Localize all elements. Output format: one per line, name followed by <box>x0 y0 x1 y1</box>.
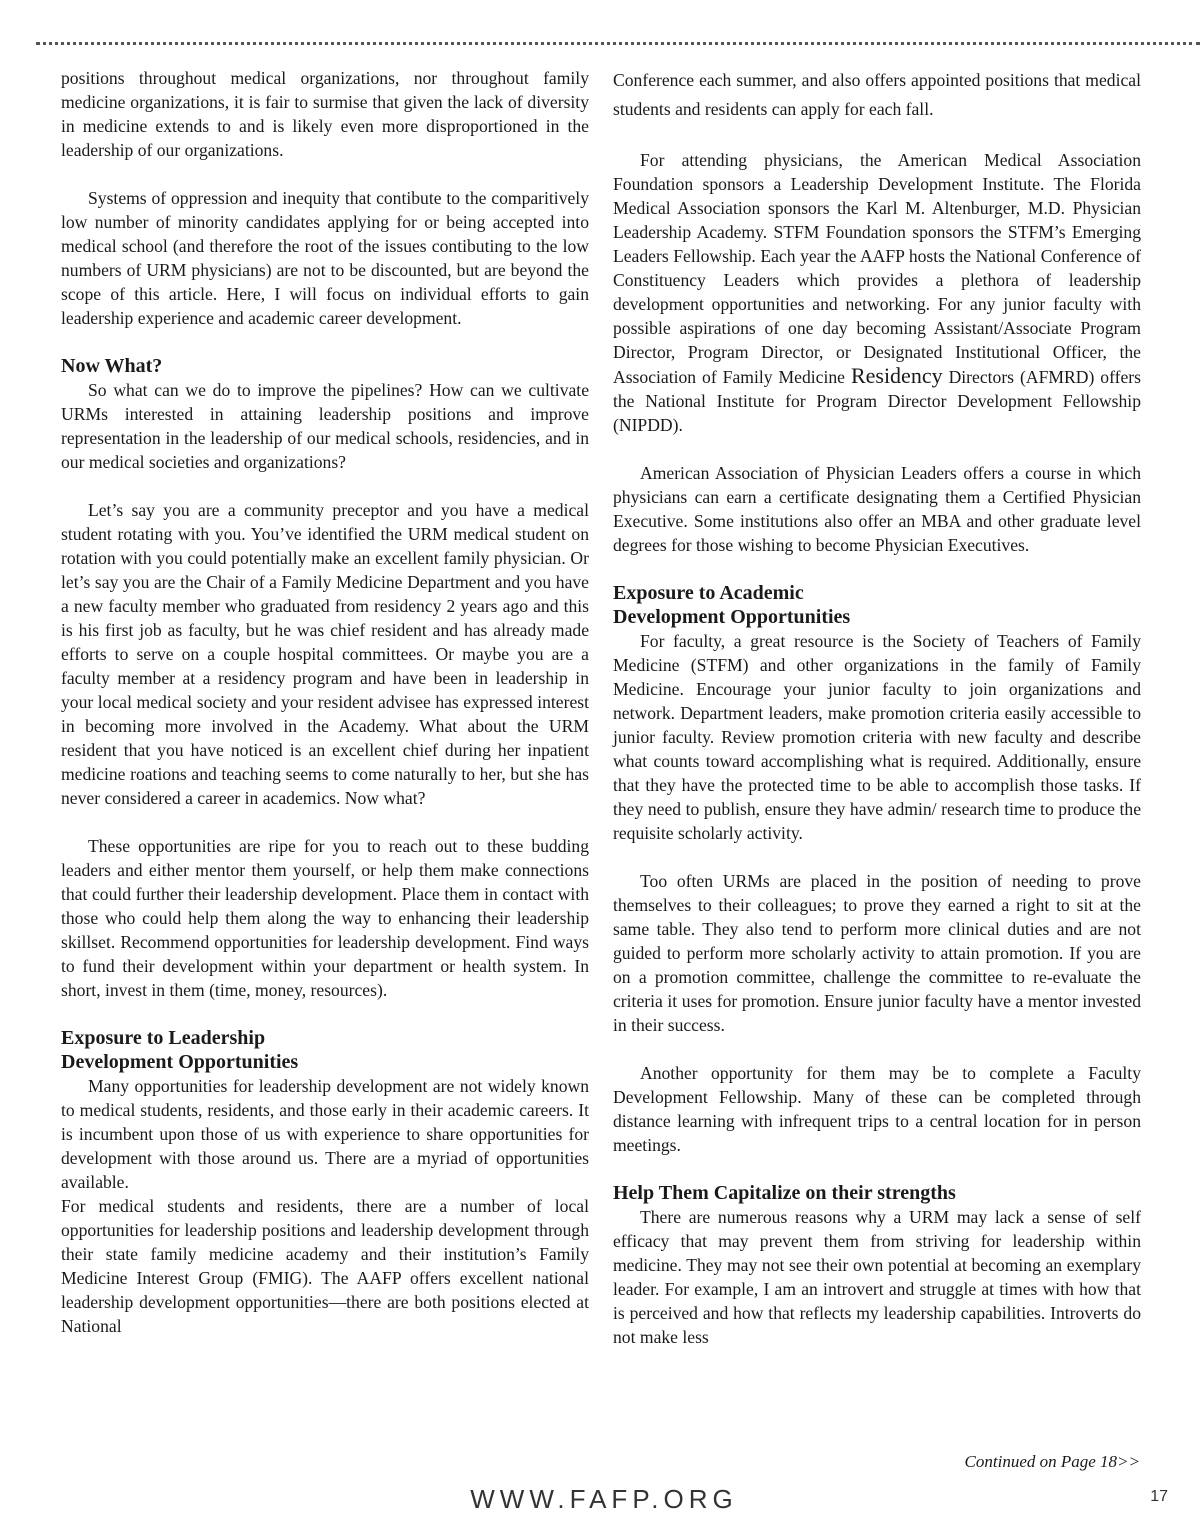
paragraph: positions throughout medical organizations, nor throughout family medicine organizations, it is fair to surmise that given the lack of diversity in medicine extends to and is likely even more disproportioned in the leadership of our organizations. <box>61 68 589 160</box>
paragraph: American Association of Physician Leaders offers a course in which physicians can earn a certificate designating them a Certified Physician Executive. Some institutions also offer an MBA and other graduate level degrees for those wishing to become Physician Executives. <box>613 463 1141 555</box>
text-run: For attending physicians, the American Medical Association Foundation sponsors a Leadership Development Institute. The Florida Medical Association sponsors the Karl M. Altenburger, M.D. Physician Leadership Academy. STFM Foundation sponsors the STFM’s Emerging Leaders Fellowship. Each year the AAFP hosts the National Conference of Constituency Leaders which provides a plethora of leadership development opportunities and networking. For any junior faculty with possible aspirations of one day becoming Assistant/Associate Program Director, Program Director, or Designated Institutional Officer, the Association of Family Medicine <box>613 150 1141 387</box>
continued-note: Continued on Page 18>> <box>964 1452 1140 1471</box>
top-dotted-divider <box>36 42 1200 45</box>
text-run-large: Residency <box>850 363 943 388</box>
website-footer: WWW.FAFP.ORG <box>470 1484 738 1514</box>
paragraph: There are numerous reasons why a URM may lack a sense of self efficacy that may prevent them from striving for leadership within medicine. They may not see their own potential at becoming an exemplary leader. For example, I am an introvert and struggle at times with how that is perceived and how that reflects my leadership capabilities. Introverts do not make less <box>613 1207 1141 1347</box>
paragraph <box>613 148 1141 437</box>
page-number: 17 <box>1150 1488 1168 1505</box>
heading-line: Development Opportunities <box>613 606 851 628</box>
paragraph: Conference each summer, and also offers appointed positions that medical students and residents can apply for each fall. <box>613 70 1141 119</box>
section-heading-leadership <box>61 1026 589 1074</box>
heading-line: Exposure to Leadership <box>61 1027 266 1049</box>
heading-line: Exposure to Academic <box>613 582 804 604</box>
paragraph: Too often URMs are placed in the position of needing to prove themselves to their colleagues; to prove they earned a right to sit at the same table. They also tend to perform more clinical duties and are not guided to perform more scholarly activity to attain promotion. If you are on a promotion committee, challenge the committee to re-evaluate the criteria it uses for promotion. Ensure junior faculty have a mentor invested in their success. <box>613 871 1141 1035</box>
text-run: Directors (AFMRD) offers the National Institute for Program Director Development Fellowship (NIPDD). <box>613 367 1141 435</box>
right-column <box>613 66 1141 1349</box>
section-heading-academic <box>613 581 1141 629</box>
heading-line: Development Opportunities <box>61 1051 299 1073</box>
paragraph: So what can we do to improve the pipelines? How can we cultivate URMs interested in attaining leadership positions and improve representation in the leadership of our medical schools, residencies, and in our medical societies and organizations? <box>61 380 589 472</box>
section-heading-strengths: Help Them Capitalize on their strengths <box>613 1182 956 1204</box>
paragraph: Systems of oppression and inequity that contibute to the comparitively low number of minority candidates applying for or being accepted into medical school (and therefore the root of the issues contibuting to the low numbers of URM physicians) are not to be discounted, but are beyond the scope of this article. Here, I will focus on individual efforts to gain leadership experience and academic career development. <box>61 188 589 328</box>
section-heading-now-what: Now What? <box>61 355 163 377</box>
paragraph: Let’s say you are a community preceptor and you have a medical student rotating with you. You’ve identified the URM medical student on rotation with you could potentially make an excellent family physician. Or let’s say you are the Chair of a Family Medicine Department and you have a new faculty member who graduated from residency 2 years ago and this is his first job as faculty, but he was chief resident and has already made efforts to serve on a couple hospital committees. Or maybe you are a faculty member at a residency program and have been in leadership in your local medical society and your resident advisee has expressed interest in becoming more involved in the Academy. What about the URM resident that you have noticed is an excellent chief during her inpatient medicine roations and teaching seems to come naturally to her, but she has never considered a career in academics. Now what? <box>61 500 589 808</box>
paragraph: For medical students and residents, there are a number of local opportunities for leadership positions and leadership development through their state family medicine academy and their institution’s Family Medicine Interest Group (FMIG). The AAFP offers excellent national leadership development opportunities—there are both positions elected at National <box>61 1196 589 1336</box>
paragraph: Many opportunities for leadership development are not widely known to medical students, residents, and those early in their academic careers. It is incumbent upon those of us with experience to share opportunities for development with those around us. There are a myriad of opportunities available. <box>61 1076 589 1192</box>
paragraph: For faculty, a great resource is the Society of Teachers of Family Medicine (STFM) and other organizations in the family of Family Medicine. Encourage your junior faculty to join organizations and network. Department leaders, make promotion criteria easily accessible to junior faculty. Review promotion criteria with new faculty and describe what counts toward accomplishing what is required. Additionally, ensure that they have the protected time to be able to accomplish those tasks. If they need to publish, ensure they have admin/ research time to produce the requisite scholarly activity. <box>613 631 1141 843</box>
left-column <box>61 66 589 1338</box>
paragraph: These opportunities are ripe for you to reach out to these budding leaders and either mentor them yourself, or help them make connections that could further their leadership development. Place them in contact with those who could help them along the way to enhancing their leadership skillset. Recommend opportunities for leadership development. Find ways to fund their development within your department or health system. In short, invest in them (time, money, resources). <box>61 836 589 1000</box>
paragraph: Another opportunity for them may be to complete a Faculty Development Fellowship. Many of these can be completed through distance learning with infrequent trips to a central location for in person meetings. <box>613 1063 1141 1155</box>
